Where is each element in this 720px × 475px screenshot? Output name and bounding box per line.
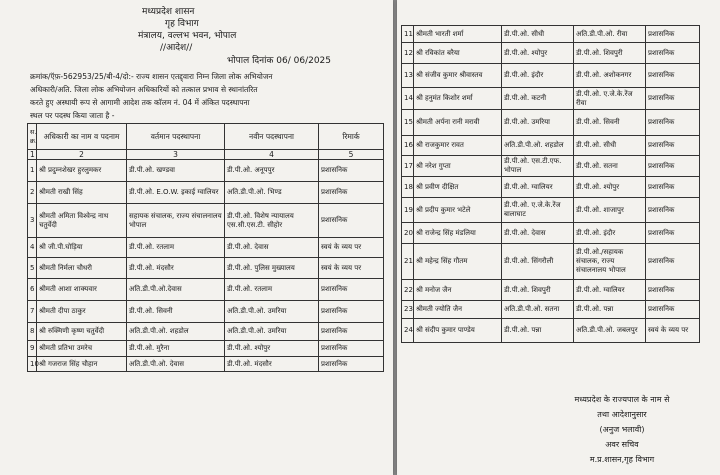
remark: स्वयं के व्यय पर: [646, 319, 700, 343]
remark: प्रशासनिक: [646, 43, 700, 64]
officer-name: श्री संजीव कुमार श्रीवास्तव: [414, 64, 502, 88]
table-row: [402, 198, 700, 223]
new-posting: अति.डी.पी.ओ. उमरिया: [225, 323, 319, 341]
new-posting: डी.पी.ओ. देवास: [225, 238, 319, 258]
table-row: [402, 26, 700, 43]
remark: प्रशासनिक: [319, 160, 384, 182]
new-posting: अति.डी.पी.ओ. भिण्ड: [225, 182, 319, 204]
remark: प्रशासनिक: [319, 341, 384, 357]
remark: प्रशासनिक: [646, 177, 700, 198]
header-cell: स. क्र.: [28, 124, 37, 150]
officer-name: श्री राजेन्द्र सिंह मंडलिया: [414, 223, 502, 244]
new-posting: अति.डी.पी.ओ. रीवा: [574, 26, 646, 43]
column-number: 1: [28, 150, 37, 160]
serial-number: 2: [28, 182, 37, 204]
remark: प्रशासनिक: [646, 88, 700, 110]
remark: प्रशासनिक: [646, 244, 700, 280]
serial-number: 17: [402, 156, 414, 177]
officer-name: श्री जी.पी.घोड़िया: [37, 238, 127, 258]
new-posting: अति.डी.पी.ओ. उमरिया: [225, 301, 319, 323]
remark: प्रशासनिक: [319, 301, 384, 323]
signature-block: [547, 392, 697, 467]
table-row: [28, 204, 384, 238]
current-posting: डी.पी.ओ. सीधी: [502, 26, 574, 43]
serial-number: 22: [402, 280, 414, 301]
remark: प्रशासनिक: [646, 198, 700, 223]
current-posting: सहायक संचालक, राज्य संचालनालय भोपाल: [127, 204, 225, 238]
table-row: [402, 156, 700, 177]
officer-name: श्रीमती दीपा ठाकुर: [37, 301, 127, 323]
intro-line: क्रमांक/ऍफ़-562953/25/बी-4/दो:- राज्य शासन एतद्द्वारा निम्न जिला लोक अभियोजन: [30, 72, 273, 81]
officer-name: श्री राजकुमार रावत: [414, 136, 502, 156]
current-posting: डी.पी.ओ. E.O.W. इकाई ग्वालियर: [127, 182, 225, 204]
government-name: मध्यप्रदेश शासन: [142, 7, 195, 17]
table-row: [402, 301, 700, 319]
table-row: [402, 177, 700, 198]
intro-line: करते हुए अस्थायी रूप से आगामी आदेश तक कॉलम नं. 04 में अंकित पदस्थापना: [30, 98, 250, 107]
serial-number: 9: [28, 341, 37, 357]
serial-number: 8: [28, 323, 37, 341]
current-posting: डी.पी.ओ. कटनी: [502, 88, 574, 110]
current-posting: डी.पी.ओ. श्योपुर: [502, 43, 574, 64]
serial-number: 21: [402, 244, 414, 280]
table-row: [28, 341, 384, 357]
remark: प्रशासनिक: [646, 301, 700, 319]
remark: प्रशासनिक: [319, 279, 384, 301]
officer-name: श्रीमती भारती शर्मा: [414, 26, 502, 43]
current-posting: अति.डी.पी.ओ. शहडोल: [502, 136, 574, 156]
table-row: [28, 357, 384, 372]
serial-number: 18: [402, 177, 414, 198]
new-posting: डी.पी.ओ. ग्वालियर: [574, 280, 646, 301]
transfer-table-part-2: [401, 25, 700, 343]
officer-name: श्रीमती अमिता विश्वेन्द्र नाथ चतुर्वेदी: [37, 204, 127, 238]
officer-name: श्री प्रवीण दीक्षित: [414, 177, 502, 198]
remark: प्रशासनिक: [646, 26, 700, 43]
new-posting: डी.पी.ओ. शाजापुर: [574, 198, 646, 223]
officer-name: श्री नरेश गुप्ता: [414, 156, 502, 177]
serial-number: 12: [402, 43, 414, 64]
new-posting: डी.पी.ओ. शिवपुरी: [574, 43, 646, 64]
order-label: //आदेश//: [160, 43, 193, 53]
officer-name: श्रीमती राखी सिंह: [37, 182, 127, 204]
remark: प्रशासनिक: [646, 64, 700, 88]
remark: प्रशासनिक: [319, 357, 384, 372]
table-row: [402, 223, 700, 244]
current-posting: डी.पी.ओ. उमरिया: [502, 110, 574, 136]
current-posting: अति.डी.पी.ओ. देवास: [127, 357, 225, 372]
table-row: [402, 319, 700, 343]
remark: प्रशासनिक: [646, 223, 700, 244]
officer-name: श्री रुक्मिणी कृष्ण चतुर्वेदी: [37, 323, 127, 341]
signatory-office: म.प्र.शासन,गृह विभाग: [589, 455, 655, 464]
table-row: [28, 279, 384, 301]
officer-name: श्री हनुमंत किशोर शर्मा: [414, 88, 502, 110]
new-posting: डी.पी.ओ. रतलाम: [225, 279, 319, 301]
new-posting: डी.पी.ओ. श्योपुर: [225, 341, 319, 357]
serial-number: 14: [402, 88, 414, 110]
remark: प्रशासनिक: [319, 204, 384, 238]
new-posting: डी.पी.ओ./सहायक संचालक, राज्य संचालनालय भोपाल: [574, 244, 646, 280]
order-intro: [30, 70, 390, 122]
current-posting: डी.पी.ओ. मंदसौर: [127, 258, 225, 279]
remark: प्रशासनिक: [319, 323, 384, 341]
current-posting: डी.पी.ओ. एस.टी.एफ. भोपाल: [502, 156, 574, 177]
table-row: [402, 110, 700, 136]
signature-line: मध्यप्रदेश के राज्यपाल के नाम से: [574, 395, 670, 404]
header-cell: अधिकारी का नाम व पदनाम: [37, 124, 127, 150]
serial-number: 20: [402, 223, 414, 244]
current-posting: डी.पी.ओ. ग्वालियर: [502, 177, 574, 198]
remark: प्रशासनिक: [319, 182, 384, 204]
table-row: [402, 244, 700, 280]
officer-name: श्री संदीप कुमार पाण्डेय: [414, 319, 502, 343]
officer-name: श्री प्रदीप कुमार भटेले: [414, 198, 502, 223]
current-posting: अति.डी.पी.ओ. शहडोल: [127, 323, 225, 341]
new-posting: डी.पी.ओ. पन्ना: [574, 301, 646, 319]
serial-number: 4: [28, 238, 37, 258]
remark: स्वयं के व्यय पर: [319, 258, 384, 279]
column-number: 5: [319, 150, 384, 160]
signatory-designation: अवर सचिव: [605, 440, 639, 449]
new-posting: डी.पी.ओ. विशेष न्यायालय एस.सी.एस.टी. सीहोर: [225, 204, 319, 238]
new-posting: अति.डी.पी.ओ. जबलपुर: [574, 319, 646, 343]
transfer-table-part-1: [27, 123, 384, 372]
table-row: [28, 301, 384, 323]
serial-number: 7: [28, 301, 37, 323]
department-name: गृह विभाग: [165, 19, 199, 29]
current-posting: डी.पी.ओ. मुरैना: [127, 341, 225, 357]
signature-line: तथा आदेशानुसार: [597, 410, 647, 419]
current-posting: डी.पी.ओ. पन्ना: [502, 319, 574, 343]
current-posting: डी.पी.ओ. खण्डवा: [127, 160, 225, 182]
table-row: [28, 323, 384, 341]
officer-name: श्रीमती प्रतिभा उमरेच: [37, 341, 127, 357]
header-cell: रिमार्क: [319, 124, 384, 150]
column-number: 4: [225, 150, 319, 160]
table-row: [28, 258, 384, 279]
current-posting: अति.डी.पी.ओ.देवास: [127, 279, 225, 301]
office-address: मंत्रालय, वल्लभ भवन, भोपाल: [138, 31, 237, 41]
remark: स्वयं के व्यय पर: [319, 238, 384, 258]
table-row: [28, 160, 384, 182]
current-posting: डी.पी.ओ. देवास: [502, 223, 574, 244]
serial-number: 15: [402, 110, 414, 136]
officer-name: श्री महेन्द्र सिंह गौतम: [414, 244, 502, 280]
signatory-name: (अनुज भलावी): [599, 425, 645, 434]
table-row: [402, 64, 700, 88]
remark: प्रशासनिक: [646, 280, 700, 301]
officer-name: श्रीमती निर्मला चौधरी: [37, 258, 127, 279]
serial-number: 10: [28, 357, 37, 372]
serial-number: 19: [402, 198, 414, 223]
current-posting: डी.पी.ओ. इंदौर: [502, 64, 574, 88]
new-posting: डी.पी.ओ. इंदौर: [574, 223, 646, 244]
header-cell: वर्तमान पदस्थापना: [127, 124, 225, 150]
new-posting: डी.पी.ओ. सिवनी: [574, 110, 646, 136]
serial-number: 13: [402, 64, 414, 88]
serial-number: 24: [402, 319, 414, 343]
new-posting: डी.पी.ओ. सतना: [574, 156, 646, 177]
header-cell: नवीन पदस्थापना: [225, 124, 319, 150]
officer-name: श्री रविकांत बरैया: [414, 43, 502, 64]
intro-line: अधिकारी/अति. जिला लोक अभियोजन अधिकारियों को तत्काल प्रभाव से स्थानांतरित: [30, 85, 258, 94]
new-posting: डी.पी.ओ. मंदसौर: [225, 357, 319, 372]
table-row: [402, 280, 700, 301]
table-row: [28, 238, 384, 258]
officer-name: श्रीमती अर्पना रानी मरावी: [414, 110, 502, 136]
table-row: [402, 88, 700, 110]
table-header-row: [28, 124, 384, 150]
officer-name: श्री मनोज जैन: [414, 280, 502, 301]
new-posting: डी.पी.ओ. ए.जे.के.रेंज रीवा: [574, 88, 646, 110]
new-posting: डी.पी.ओ. श्योपुर: [574, 177, 646, 198]
serial-number: 23: [402, 301, 414, 319]
current-posting: डी.पी.ओ. शिवपुरी: [502, 280, 574, 301]
order-date: भोपाल दिनांक 06/ 06/2025: [227, 56, 332, 66]
remark: प्रशासनिक: [646, 156, 700, 177]
column-number: 2: [37, 150, 127, 160]
serial-number: 1: [28, 160, 37, 182]
column-number: 3: [127, 150, 225, 160]
current-posting: डी.पी.ओ. सिंगरौली: [502, 244, 574, 280]
order-page-right: [397, 0, 720, 475]
new-posting: डी.पी.ओ. अनूपपुर: [225, 160, 319, 182]
current-posting: अति.डी.पी.ओ. सतना: [502, 301, 574, 319]
new-posting: डी.पी.ओ. पुलिस मुख्यालय: [225, 258, 319, 279]
current-posting: डी.पी.ओ. ए.जे.के.रेंज बालाघाट: [502, 198, 574, 223]
serial-number: 5: [28, 258, 37, 279]
column-number-row: [28, 150, 384, 160]
table-row: [402, 43, 700, 64]
remark: प्रशासनिक: [646, 136, 700, 156]
new-posting: डी.पी.ओ. सीधी: [574, 136, 646, 156]
current-posting: डी.पी.ओ. रतलाम: [127, 238, 225, 258]
serial-number: 11: [402, 26, 414, 43]
officer-name: श्री प्रदुम्नशेखर हुरलुमकर: [37, 160, 127, 182]
table-row: [28, 182, 384, 204]
serial-number: 3: [28, 204, 37, 238]
current-posting: डी.पी.ओ. सिवनी: [127, 301, 225, 323]
officer-name: श्रीमती आशा शाक्यवार: [37, 279, 127, 301]
officer-name: श्रीमती ज्योति जैन: [414, 301, 502, 319]
remark: प्रशासनिक: [646, 110, 700, 136]
intro-line: स्थल पर पदस्थ किया जाता है -: [30, 111, 115, 120]
new-posting: डी.पी.ओ. अशोकनगर: [574, 64, 646, 88]
table-row: [402, 136, 700, 156]
officer-name: श्री गजराज सिंह चौहान: [37, 357, 127, 372]
serial-number: 6: [28, 279, 37, 301]
serial-number: 16: [402, 136, 414, 156]
